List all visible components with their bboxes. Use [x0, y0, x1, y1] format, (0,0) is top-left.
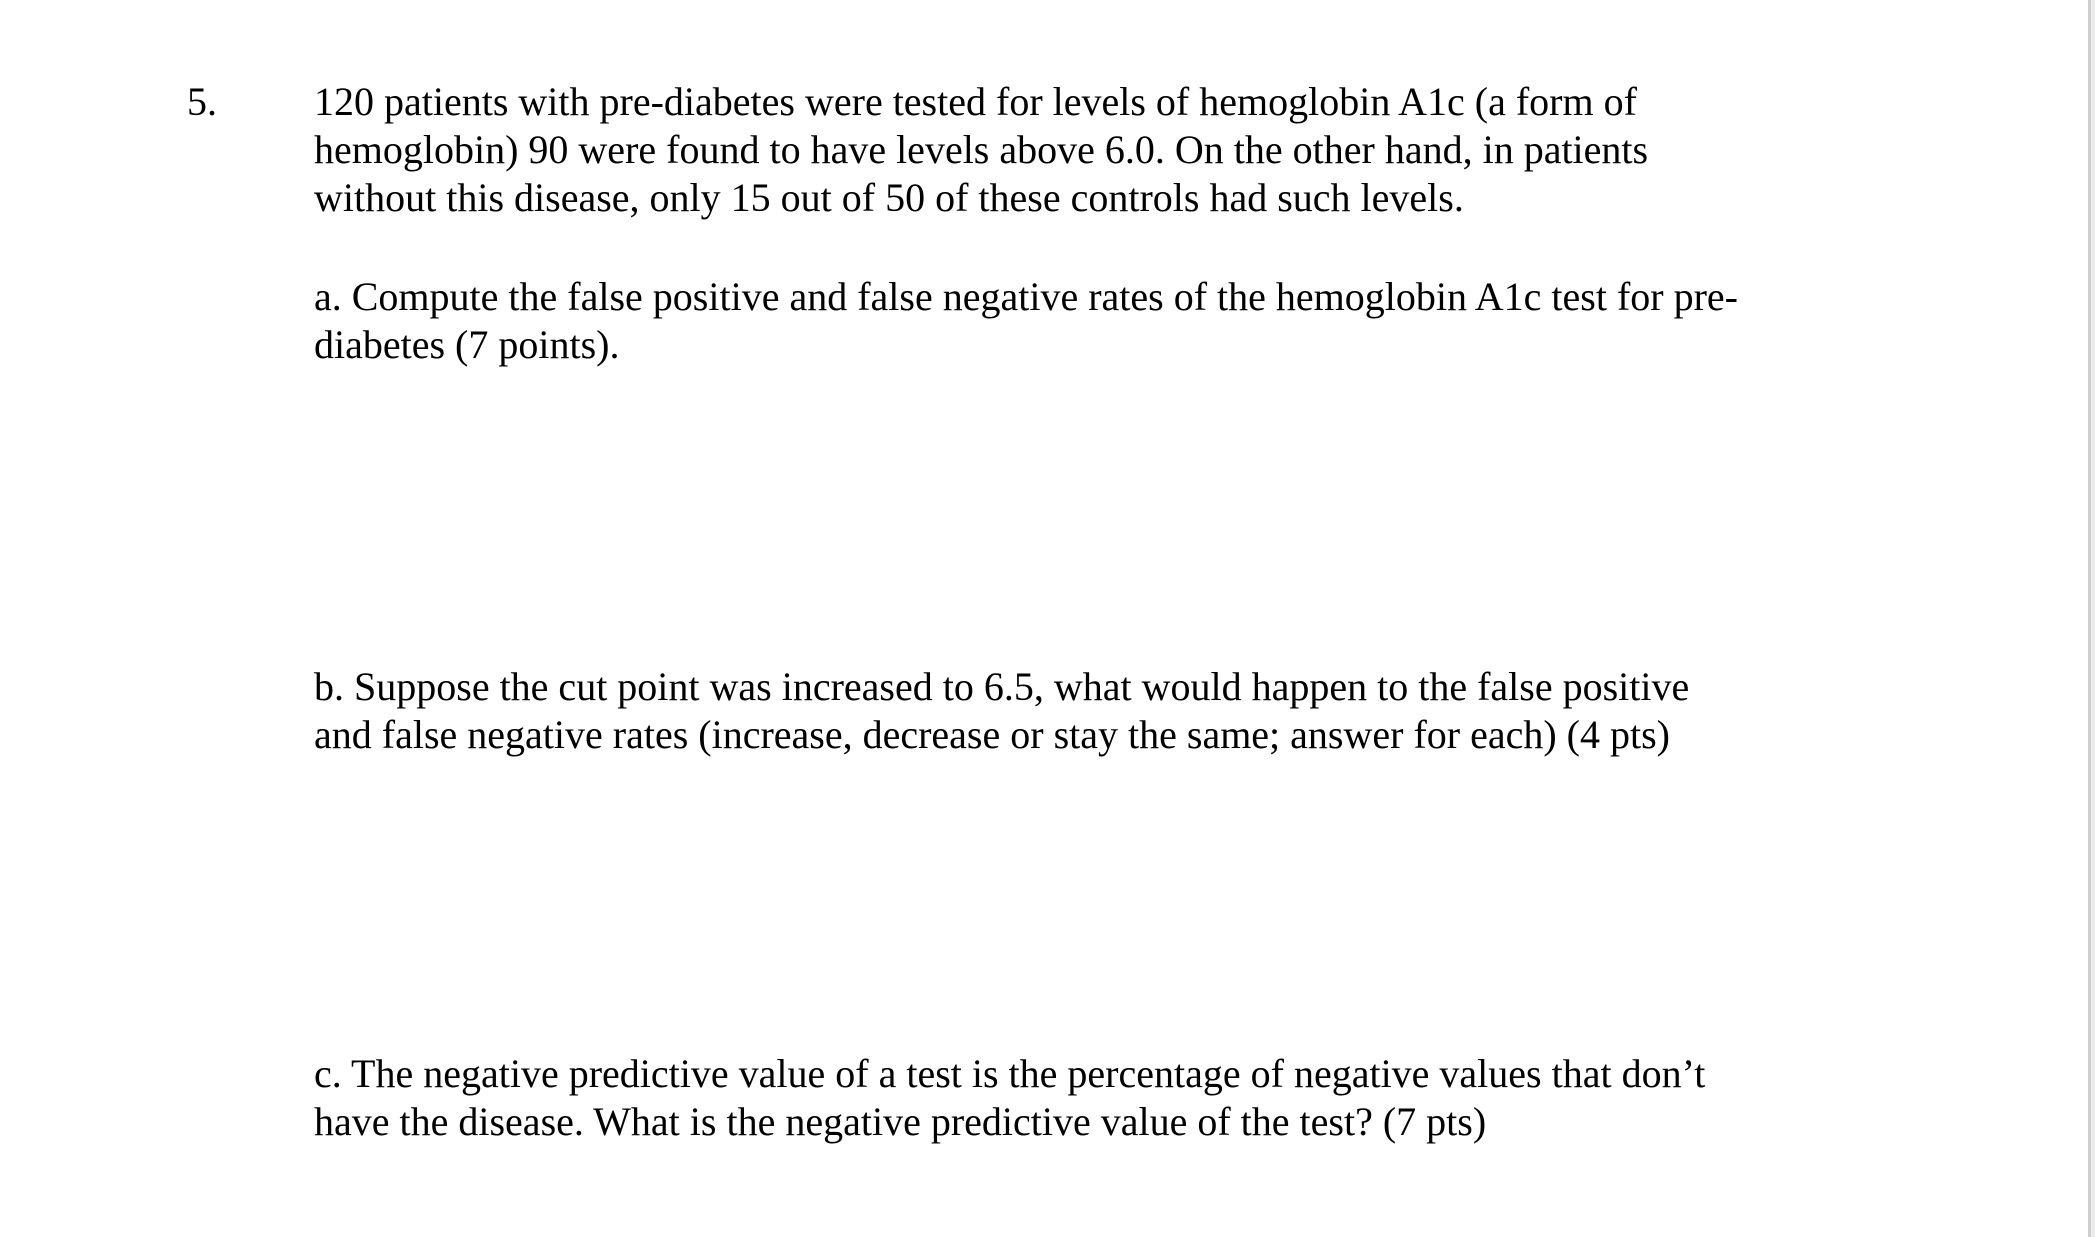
part-c-prompt — [314, 1050, 1874, 1146]
part-b-line: b. Suppose the cut point was increased to 6.5, what would happen to the false positive — [314, 664, 1690, 709]
question-intro — [314, 78, 1874, 222]
intro-line: 120 patients with pre-diabetes were tested for levels of hemoglobin A1c (a form of — [314, 79, 1637, 124]
page-edge-shadow — [2091, 0, 2095, 1237]
intro-line: without this disease, only 15 out of 50 of these controls had such levels. — [314, 175, 1464, 220]
part-c-line: have the disease. What is the negative predictive value of the test? (7 pts) — [314, 1099, 1487, 1144]
part-a-line: a. Compute the false positive and false negative rates of the hemoglobin A1c test for pre- — [314, 274, 1739, 319]
part-c-line: c. The negative predictive value of a test is the percentage of negative values that don’t — [314, 1051, 1706, 1096]
part-b-prompt — [314, 663, 1874, 759]
part-b-line: and false negative rates (increase, decrease or stay the same; answer for each) (4 pts) — [314, 712, 1670, 757]
part-a-line: diabetes (7 points). — [314, 322, 620, 367]
question-number: 5. — [187, 79, 217, 124]
intro-line: hemoglobin) 90 were found to have levels above 6.0. On the other hand, in patients — [314, 127, 1649, 172]
part-a-prompt — [314, 273, 1874, 369]
